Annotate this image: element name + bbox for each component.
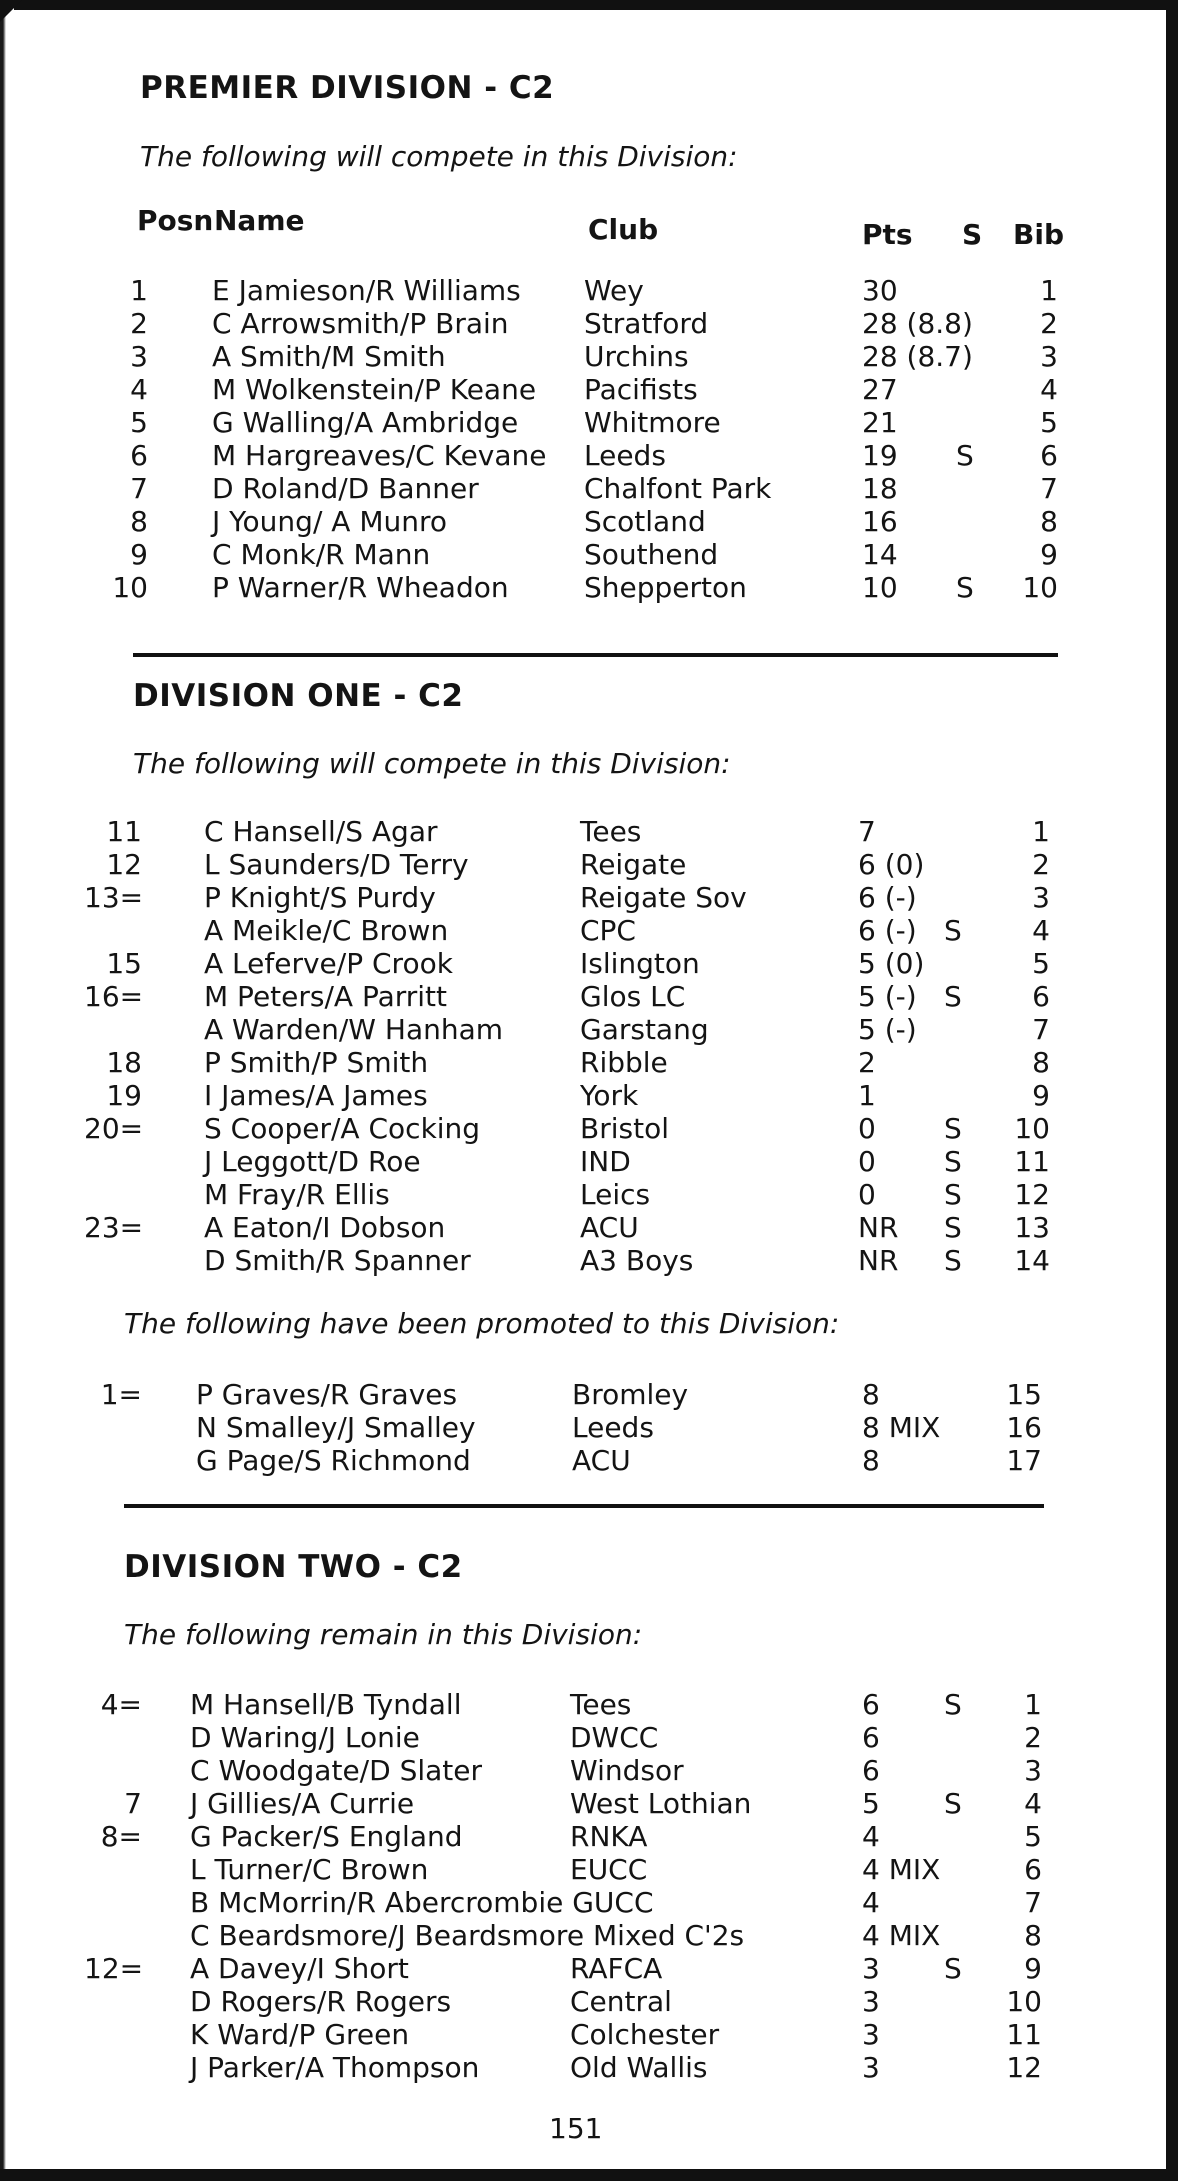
cell-club: Scotland xyxy=(584,505,706,538)
cell-bib: 4 xyxy=(1024,1787,1042,1820)
cell-bib: 6 xyxy=(1040,439,1058,472)
cell-club: A3 Boys xyxy=(580,1244,694,1277)
cell-bib: 7 xyxy=(1024,1886,1042,1919)
cell-pts: 7 xyxy=(858,815,876,848)
cell-club: Chalfont Park xyxy=(584,472,772,505)
cell-bib: 9 xyxy=(1040,538,1058,571)
cell-bib: 14 xyxy=(1014,1244,1050,1277)
cell-name: A Warden/W Hanham xyxy=(204,1013,504,1046)
cell-posn: 1 xyxy=(130,274,148,307)
cell-bib: 8 xyxy=(1024,1919,1042,1952)
cell-posn: 5 xyxy=(130,406,148,439)
cell-pts: 3 xyxy=(862,1985,880,2018)
cell-posn: 8 xyxy=(130,505,148,538)
table-row xyxy=(0,274,1178,307)
cell-bib: 8 xyxy=(1040,505,1058,538)
cell-pts: 21 xyxy=(862,406,898,439)
cell-club: Central xyxy=(570,1985,672,2018)
cell-name: E Jamieson/R Williams xyxy=(212,274,521,307)
corner-mark xyxy=(0,0,22,22)
cell-club: RAFCA xyxy=(570,1952,663,1985)
cell-name: P Knight/S Purdy xyxy=(204,881,436,914)
cell-name: C Arrowsmith/P Brain xyxy=(212,307,509,340)
cell-bib: 12 xyxy=(1006,2051,1042,2084)
cell-pts: 8 xyxy=(862,1444,880,1477)
cell-posn: 4= xyxy=(100,1688,142,1721)
cell-bib: 3 xyxy=(1024,1754,1042,1787)
cell-club: ACU xyxy=(580,1211,639,1244)
cell-posn: 6 xyxy=(130,439,148,472)
cell-posn: 10 xyxy=(112,571,148,604)
premier-division-table xyxy=(0,274,1178,604)
table-row xyxy=(0,406,1178,439)
cell-pts: 14 xyxy=(862,538,898,571)
cell-bib: 2 xyxy=(1024,1721,1042,1754)
cell-name: C Hansell/S Agar xyxy=(204,815,438,848)
cell-bib: 10 xyxy=(1006,1985,1042,2018)
cell-pts: 2 xyxy=(858,1046,876,1079)
cell-pts: 10 xyxy=(862,571,898,604)
cell-pts: 0 xyxy=(858,1178,876,1211)
cell-name: M Hansell/B Tyndall xyxy=(190,1688,462,1721)
cell-club: RNKA xyxy=(570,1820,648,1853)
table-row xyxy=(0,881,1178,914)
cell-pts: 5 (-) xyxy=(858,1013,917,1046)
cell-pts: 16 xyxy=(862,505,898,538)
column-header-bib: Bib xyxy=(1013,218,1064,251)
cell-bib: 5 xyxy=(1040,406,1058,439)
cell-club: Bristol xyxy=(580,1112,669,1145)
cell-club: Islington xyxy=(580,947,700,980)
cell-bib: 15 xyxy=(1006,1378,1042,1411)
cell-pts: NR xyxy=(858,1244,899,1277)
cell-club: Pacifists xyxy=(584,373,698,406)
cell-posn: 12= xyxy=(84,1952,144,1985)
cell-club: Tees xyxy=(580,815,642,848)
cell-pts: 0 xyxy=(858,1112,876,1145)
cell-posn: 23= xyxy=(84,1211,144,1244)
cell-s: S xyxy=(944,1211,962,1244)
cell-club: Urchins xyxy=(584,340,689,373)
table-row xyxy=(0,1853,1178,1886)
cell-bib: 4 xyxy=(1040,373,1058,406)
cell-bib: 3 xyxy=(1040,340,1058,373)
table-row xyxy=(0,1952,1178,1985)
cell-bib: 11 xyxy=(1006,2018,1042,2051)
cell-club: Leics xyxy=(580,1178,651,1211)
cell-club: EUCC xyxy=(570,1853,648,1886)
cell-pts: 6 (0) xyxy=(858,848,925,881)
table-row xyxy=(0,1820,1178,1853)
cell-name: K Ward/P Green xyxy=(190,2018,410,2051)
cell-bib: 7 xyxy=(1032,1013,1050,1046)
division-two-intro: The following remain in this Division: xyxy=(124,1618,643,1651)
cell-bib: 2 xyxy=(1040,307,1058,340)
cell-pts: 3 xyxy=(862,1952,880,1985)
cell-name: A Davey/I Short xyxy=(190,1952,409,1985)
page-edge-bottom xyxy=(0,2169,1178,2181)
cell-club: Ribble xyxy=(580,1046,668,1079)
table-row xyxy=(0,505,1178,538)
cell-posn: 2 xyxy=(130,307,148,340)
table-row xyxy=(0,1211,1178,1244)
cell-club: Reigate xyxy=(580,848,687,881)
page-edge-top xyxy=(0,0,1178,10)
table-row xyxy=(0,815,1178,848)
cell-bib: 3 xyxy=(1032,881,1050,914)
table-row xyxy=(0,914,1178,947)
cell-name: D Rogers/R Rogers xyxy=(190,1985,452,2018)
table-row xyxy=(0,947,1178,980)
table-row xyxy=(0,1244,1178,1277)
cell-club: West Lothian xyxy=(570,1787,752,1820)
table-row xyxy=(0,1754,1178,1787)
cell-s: S xyxy=(944,1952,962,1985)
section-divider xyxy=(133,653,1058,657)
cell-posn: 16= xyxy=(84,980,144,1013)
cell-s: S xyxy=(944,1145,962,1178)
cell-name: L Saunders/D Terry xyxy=(204,848,469,881)
cell-name: M Peters/A Parritt xyxy=(204,980,448,1013)
cell-club: Stratford xyxy=(584,307,709,340)
cell-name: A Eaton/I Dobson xyxy=(204,1211,446,1244)
cell-s: S xyxy=(944,1688,962,1721)
cell-club: York xyxy=(580,1079,639,1112)
table-row xyxy=(0,1444,1178,1477)
cell-pts: 6 xyxy=(862,1688,880,1721)
division-one-promoted-intro: The following have been promoted to this Division: xyxy=(124,1307,840,1340)
cell-pts: 4 xyxy=(862,1886,880,1919)
cell-name: G Page/S Richmond xyxy=(196,1444,471,1477)
cell-name: J Leggott/D Roe xyxy=(204,1145,421,1178)
table-row xyxy=(0,1721,1178,1754)
cell-pts: 27 xyxy=(862,373,898,406)
cell-bib: 9 xyxy=(1032,1079,1050,1112)
cell-bib: 6 xyxy=(1032,980,1050,1013)
cell-posn: 7 xyxy=(124,1787,142,1820)
cell-s: S xyxy=(944,914,962,947)
cell-pts: 3 xyxy=(862,2051,880,2084)
cell-pts: 5 (-) xyxy=(858,980,917,1013)
cell-name: G Walling/A Ambridge xyxy=(212,406,519,439)
cell-pts: 6 (-) xyxy=(858,914,917,947)
cell-posn: 12 xyxy=(106,848,142,881)
table-row xyxy=(0,538,1178,571)
cell-pts: 4 MIX xyxy=(862,1853,941,1886)
table-row xyxy=(0,980,1178,1013)
division-two-table xyxy=(0,1688,1178,2084)
column-header-club: Club xyxy=(588,213,659,246)
cell-name: D Waring/J Lonie xyxy=(190,1721,420,1754)
cell-pts: 28 (8.7) xyxy=(862,340,973,373)
cell-posn: 3 xyxy=(130,340,148,373)
cell-name: P Smith/P Smith xyxy=(204,1046,429,1079)
cell-club: Reigate Sov xyxy=(580,881,747,914)
cell-name: D Roland/D Banner xyxy=(212,472,479,505)
table-row xyxy=(0,1688,1178,1721)
table-row xyxy=(0,340,1178,373)
cell-name: I James/A James xyxy=(204,1079,428,1112)
cell-name: A Leferve/P Crook xyxy=(204,947,453,980)
cell-s: S xyxy=(944,1112,962,1145)
cell-posn: 4 xyxy=(130,373,148,406)
cell-s: S xyxy=(956,571,974,604)
cell-name: D Smith/R Spanner xyxy=(204,1244,471,1277)
table-row xyxy=(0,848,1178,881)
cell-posn: 1= xyxy=(100,1378,142,1411)
cell-pts: 3 xyxy=(862,2018,880,2051)
premier-division-heading: PREMIER DIVISION - C2 xyxy=(140,70,555,106)
cell-bib: 1 xyxy=(1032,815,1050,848)
cell-club: Colchester xyxy=(570,2018,720,2051)
table-row xyxy=(0,1378,1178,1411)
table-row xyxy=(0,1919,1178,1952)
cell-bib: 5 xyxy=(1024,1820,1042,1853)
division-one-table xyxy=(0,815,1178,1277)
cell-club: Southend xyxy=(584,538,719,571)
cell-bib: 11 xyxy=(1014,1145,1050,1178)
cell-bib: 9 xyxy=(1024,1952,1042,1985)
cell-name: C Beardsmore/J Beardsmore Mixed C'2s xyxy=(190,1919,745,1952)
division-two-heading: DIVISION TWO - C2 xyxy=(124,1549,463,1585)
cell-bib: 2 xyxy=(1032,848,1050,881)
cell-pts: 28 (8.8) xyxy=(862,307,973,340)
division-one-promoted-table xyxy=(0,1378,1178,1477)
cell-name: G Packer/S England xyxy=(190,1820,463,1853)
cell-name: J Gillies/A Currie xyxy=(190,1787,415,1820)
table-row xyxy=(0,1985,1178,2018)
cell-name: N Smalley/J Smalley xyxy=(196,1411,476,1444)
premier-division-intro: The following will compete in this Division: xyxy=(140,140,738,173)
table-row xyxy=(0,472,1178,505)
cell-pts: 30 xyxy=(862,274,898,307)
table-row xyxy=(0,307,1178,340)
cell-posn: 15 xyxy=(106,947,142,980)
table-row xyxy=(0,2018,1178,2051)
cell-s: S xyxy=(944,980,962,1013)
cell-pts: 18 xyxy=(862,472,898,505)
cell-name: C Woodgate/D Slater xyxy=(190,1754,482,1787)
cell-bib: 4 xyxy=(1032,914,1050,947)
cell-pts: 8 xyxy=(862,1378,880,1411)
table-row xyxy=(0,1079,1178,1112)
cell-name: B McMorrin/R Abercrombie GUCC xyxy=(190,1886,654,1919)
cell-club: Wey xyxy=(584,274,644,307)
cell-club: Bromley xyxy=(572,1378,689,1411)
division-one-intro: The following will compete in this Division: xyxy=(133,747,731,780)
cell-name: C Monk/R Mann xyxy=(212,538,431,571)
cell-bib: 17 xyxy=(1006,1444,1042,1477)
cell-name: P Warner/R Wheadon xyxy=(212,571,509,604)
cell-bib: 1 xyxy=(1024,1688,1042,1721)
cell-club: Windsor xyxy=(570,1754,684,1787)
cell-bib: 12 xyxy=(1014,1178,1050,1211)
cell-name: J Parker/A Thompson xyxy=(190,2051,480,2084)
table-row xyxy=(0,2051,1178,2084)
table-row xyxy=(0,571,1178,604)
cell-pts: 6 xyxy=(862,1721,880,1754)
cell-s: S xyxy=(944,1178,962,1211)
cell-club: Tees xyxy=(570,1688,632,1721)
cell-bib: 7 xyxy=(1040,472,1058,505)
cell-pts: 8 MIX xyxy=(862,1411,941,1444)
table-row xyxy=(0,1112,1178,1145)
cell-posn: 18 xyxy=(106,1046,142,1079)
cell-pts: 4 MIX xyxy=(862,1919,941,1952)
cell-name: M Fray/R Ellis xyxy=(204,1178,390,1211)
cell-club: CPC xyxy=(580,914,636,947)
cell-posn: 20= xyxy=(84,1112,144,1145)
table-row xyxy=(0,1145,1178,1178)
page-number: 151 xyxy=(549,2112,603,2145)
table-row xyxy=(0,1787,1178,1820)
section-divider xyxy=(124,1504,1044,1508)
cell-pts: 6 xyxy=(862,1754,880,1787)
cell-pts: 19 xyxy=(862,439,898,472)
cell-club: Old Wallis xyxy=(570,2051,708,2084)
cell-bib: 5 xyxy=(1032,947,1050,980)
division-one-heading: DIVISION ONE - C2 xyxy=(133,678,464,714)
cell-club: Leeds xyxy=(584,439,666,472)
cell-club: Garstang xyxy=(580,1013,709,1046)
cell-name: S Cooper/A Cocking xyxy=(204,1112,481,1145)
cell-s: S xyxy=(944,1787,962,1820)
cell-bib: 10 xyxy=(1022,571,1058,604)
cell-name: M Wolkenstein/P Keane xyxy=(212,373,537,406)
cell-posn: 7 xyxy=(130,472,148,505)
table-row xyxy=(0,1046,1178,1079)
cell-posn: 19 xyxy=(106,1079,142,1112)
cell-pts: 1 xyxy=(858,1079,876,1112)
cell-name: L Turner/C Brown xyxy=(190,1853,429,1886)
table-row xyxy=(0,1886,1178,1919)
cell-club: ACU xyxy=(572,1444,631,1477)
cell-bib: 6 xyxy=(1024,1853,1042,1886)
cell-bib: 13 xyxy=(1014,1211,1050,1244)
cell-posn: 9 xyxy=(130,538,148,571)
cell-club: Glos LC xyxy=(580,980,686,1013)
cell-name: M Hargreaves/C Kevane xyxy=(212,439,547,472)
cell-name: P Graves/R Graves xyxy=(196,1378,458,1411)
cell-name: J Young/ A Munro xyxy=(212,505,448,538)
cell-pts: 4 xyxy=(862,1820,880,1853)
cell-club: DWCC xyxy=(570,1721,659,1754)
cell-s: S xyxy=(956,439,974,472)
table-row xyxy=(0,439,1178,472)
cell-bib: 16 xyxy=(1006,1411,1042,1444)
cell-name: A Meikle/C Brown xyxy=(204,914,449,947)
table-row xyxy=(0,1013,1178,1046)
cell-club: IND xyxy=(580,1145,631,1178)
cell-club: Whitmore xyxy=(584,406,721,439)
cell-pts: NR xyxy=(858,1211,899,1244)
cell-bib: 10 xyxy=(1014,1112,1050,1145)
cell-posn: 8= xyxy=(100,1820,142,1853)
cell-bib: 8 xyxy=(1032,1046,1050,1079)
cell-club: Shepperton xyxy=(584,571,747,604)
cell-pts: 0 xyxy=(858,1145,876,1178)
cell-pts: 6 (-) xyxy=(858,881,917,914)
cell-name: A Smith/M Smith xyxy=(212,340,446,373)
cell-posn: 13= xyxy=(84,881,144,914)
cell-bib: 1 xyxy=(1040,274,1058,307)
cell-pts: 5 xyxy=(862,1787,880,1820)
cell-s: S xyxy=(944,1244,962,1277)
cell-posn: 11 xyxy=(106,815,142,848)
column-header-name: Name xyxy=(214,204,305,237)
cell-pts: 5 (0) xyxy=(858,947,925,980)
table-row xyxy=(0,1411,1178,1444)
table-row xyxy=(0,373,1178,406)
column-header-posn: Posn xyxy=(137,204,214,237)
table-row xyxy=(0,1178,1178,1211)
column-header-pts: Pts xyxy=(862,218,913,251)
cell-club: Leeds xyxy=(572,1411,654,1444)
column-header-s: S xyxy=(962,218,983,251)
